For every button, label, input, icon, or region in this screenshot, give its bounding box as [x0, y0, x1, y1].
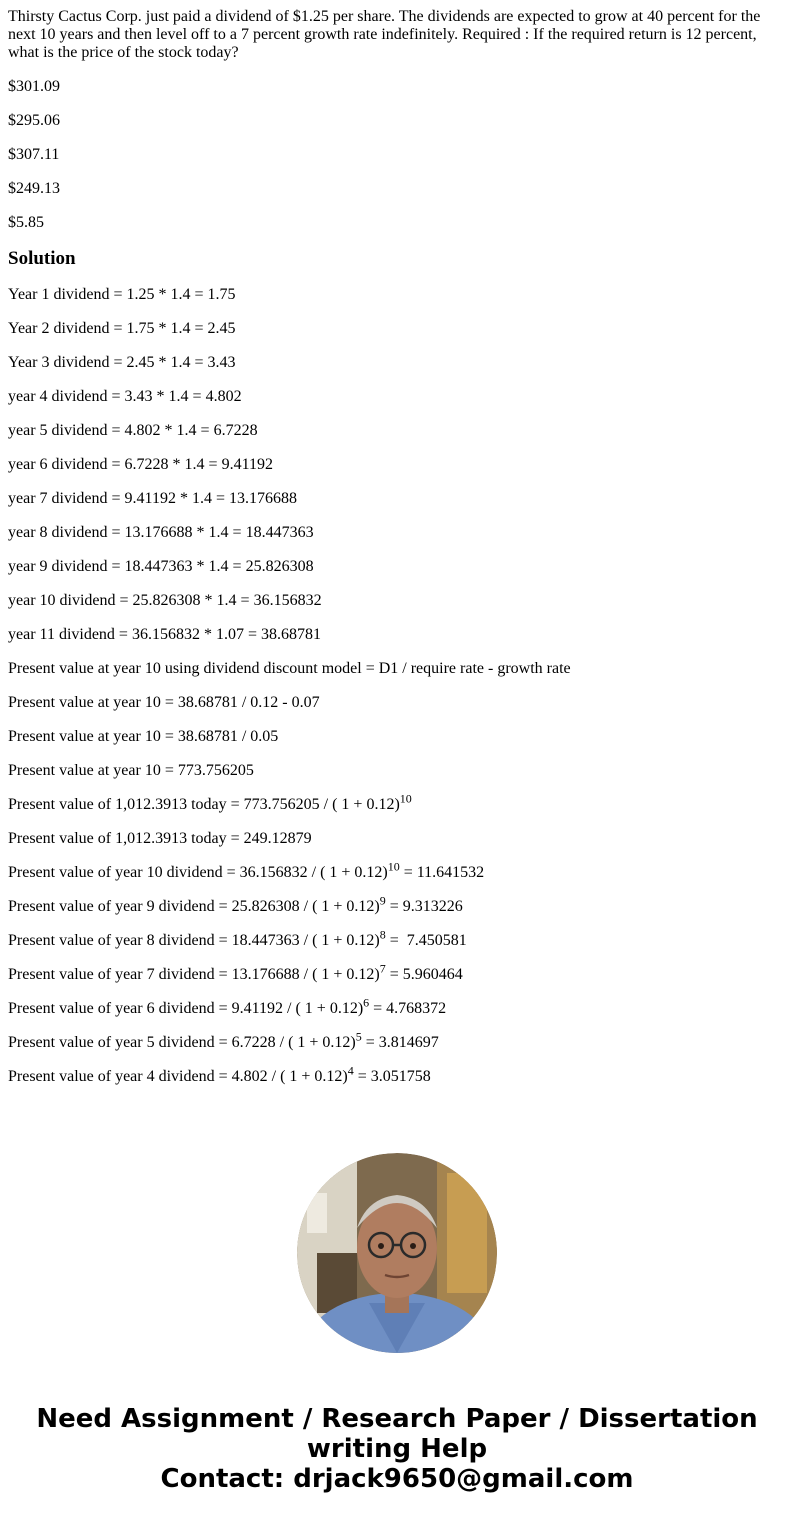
step-result: = 7.450581 — [385, 932, 467, 949]
solution-step — [8, 626, 786, 644]
step-text: Year 3 dividend = 2.45 * 1.4 = 3.43 — [8, 354, 236, 371]
step-exponent: 9 — [379, 893, 386, 908]
solution-step — [8, 490, 786, 508]
solution-step — [8, 830, 786, 848]
solution-step — [8, 558, 786, 576]
solution-heading: Solution — [8, 248, 76, 269]
step-result: = 11.641532 — [399, 864, 485, 881]
banner-line-2: writing Help — [306, 1434, 488, 1464]
solution-step — [8, 354, 786, 372]
banner-contact-line: Contact: drjack9650@gmail.com — [160, 1464, 634, 1494]
solution-step — [8, 893, 786, 916]
question-text: Thirsty Cactus Corp. just paid a dividend of $1.25 per share. The dividends are expected to grow at 40 percent for the next 10 years and then level off to a 7 percent growth rate indefinitely. Required : If the required return is 12 percent, what is the price of the stock today? — [8, 8, 761, 61]
step-text: Present value of year 4 dividend = 4.802 / ( 1 + 0.12) — [8, 1068, 348, 1085]
solution-step — [8, 524, 786, 542]
step-exponent: 6 — [363, 995, 370, 1010]
step-text: Present value of year 10 dividend = 36.156832 / ( 1 + 0.12) — [8, 864, 388, 881]
step-text: Present value of 1,012.3913 today = 249.12879 — [8, 830, 312, 847]
solution-step — [8, 320, 786, 338]
solution-step — [8, 660, 786, 678]
solution-step — [8, 728, 786, 746]
option-2: $295.06 — [8, 112, 60, 129]
contact-banner — [0, 1404, 794, 1494]
solution-step — [8, 422, 786, 440]
solution-step — [8, 592, 786, 610]
step-text: Present value of 1,012.3913 today = 773.756205 / ( 1 + 0.12) — [8, 796, 400, 813]
option-5: $5.85 — [8, 214, 44, 231]
step-exponent: 10 — [387, 859, 400, 874]
answer-options — [8, 78, 786, 232]
step-text: year 10 dividend = 25.826308 * 1.4 = 36.156832 — [8, 592, 322, 609]
step-result: = 3.051758 — [353, 1068, 431, 1085]
solution-step — [8, 762, 786, 780]
step-text: year 4 dividend = 3.43 * 1.4 = 4.802 — [8, 388, 242, 405]
person-photo-icon — [297, 1153, 497, 1353]
step-text: year 11 dividend = 36.156832 * 1.07 = 38.68781 — [8, 626, 321, 643]
step-text: Present value at year 10 using dividend discount model = D1 / require rate - growth rate — [8, 660, 571, 677]
author-avatar — [297, 1153, 497, 1353]
step-text: year 9 dividend = 18.447363 * 1.4 = 25.826308 — [8, 558, 314, 575]
step-text: Present value at year 10 = 38.68781 / 0.05 — [8, 728, 279, 745]
step-result: = 4.768372 — [369, 1000, 447, 1017]
step-text: Present value at year 10 = 38.68781 / 0.12 - 0.07 — [8, 694, 320, 711]
solution-step — [8, 859, 786, 882]
banner-line-1: Need Assignment / Research Paper / Dissertation — [36, 1404, 758, 1434]
step-exponent: 8 — [379, 927, 386, 942]
step-text: year 5 dividend = 4.802 * 1.4 = 6.7228 — [8, 422, 258, 439]
solution-step — [8, 1063, 786, 1086]
solution-step — [8, 694, 786, 712]
solution-step — [8, 927, 786, 950]
solution-step — [8, 286, 786, 304]
option-4: $249.13 — [8, 180, 60, 197]
step-exponent: 5 — [355, 1029, 362, 1044]
option-3: $307.11 — [8, 146, 60, 163]
solution-steps — [8, 286, 786, 1086]
step-text: Present value of year 7 dividend = 13.176688 / ( 1 + 0.12) — [8, 966, 380, 983]
step-text: Present value of year 6 dividend = 9.41192 / ( 1 + 0.12) — [8, 1000, 364, 1017]
step-exponent: 4 — [347, 1063, 354, 1078]
solution-step — [8, 961, 786, 984]
solution-step — [8, 388, 786, 406]
step-text: Present value of year 9 dividend = 25.826308 / ( 1 + 0.12) — [8, 898, 380, 915]
step-text: Year 1 dividend = 1.25 * 1.4 = 1.75 — [8, 286, 236, 303]
solution-step — [8, 1029, 786, 1052]
step-text: Present value at year 10 = 773.756205 — [8, 762, 254, 779]
step-text: Present value of year 8 dividend = 18.447363 / ( 1 + 0.12) — [8, 932, 380, 949]
step-exponent: 10 — [399, 791, 412, 806]
step-text: year 6 dividend = 6.7228 * 1.4 = 9.41192 — [8, 456, 273, 473]
step-exponent: 7 — [379, 961, 386, 976]
solution-step — [8, 456, 786, 474]
step-text: Year 2 dividend = 1.75 * 1.4 = 2.45 — [8, 320, 236, 337]
solution-step — [8, 995, 786, 1018]
solution-step — [8, 791, 786, 814]
step-result: = 5.960464 — [385, 966, 463, 983]
step-text: Present value of year 5 dividend = 6.7228 / ( 1 + 0.12) — [8, 1034, 356, 1051]
option-1: $301.09 — [8, 78, 60, 95]
step-text: year 7 dividend = 9.41192 * 1.4 = 13.176688 — [8, 490, 297, 507]
step-result: = 3.814697 — [361, 1034, 439, 1051]
step-text: year 8 dividend = 13.176688 * 1.4 = 18.447363 — [8, 524, 314, 541]
step-result: = 9.313226 — [385, 898, 463, 915]
document-content — [8, 8, 786, 1102]
